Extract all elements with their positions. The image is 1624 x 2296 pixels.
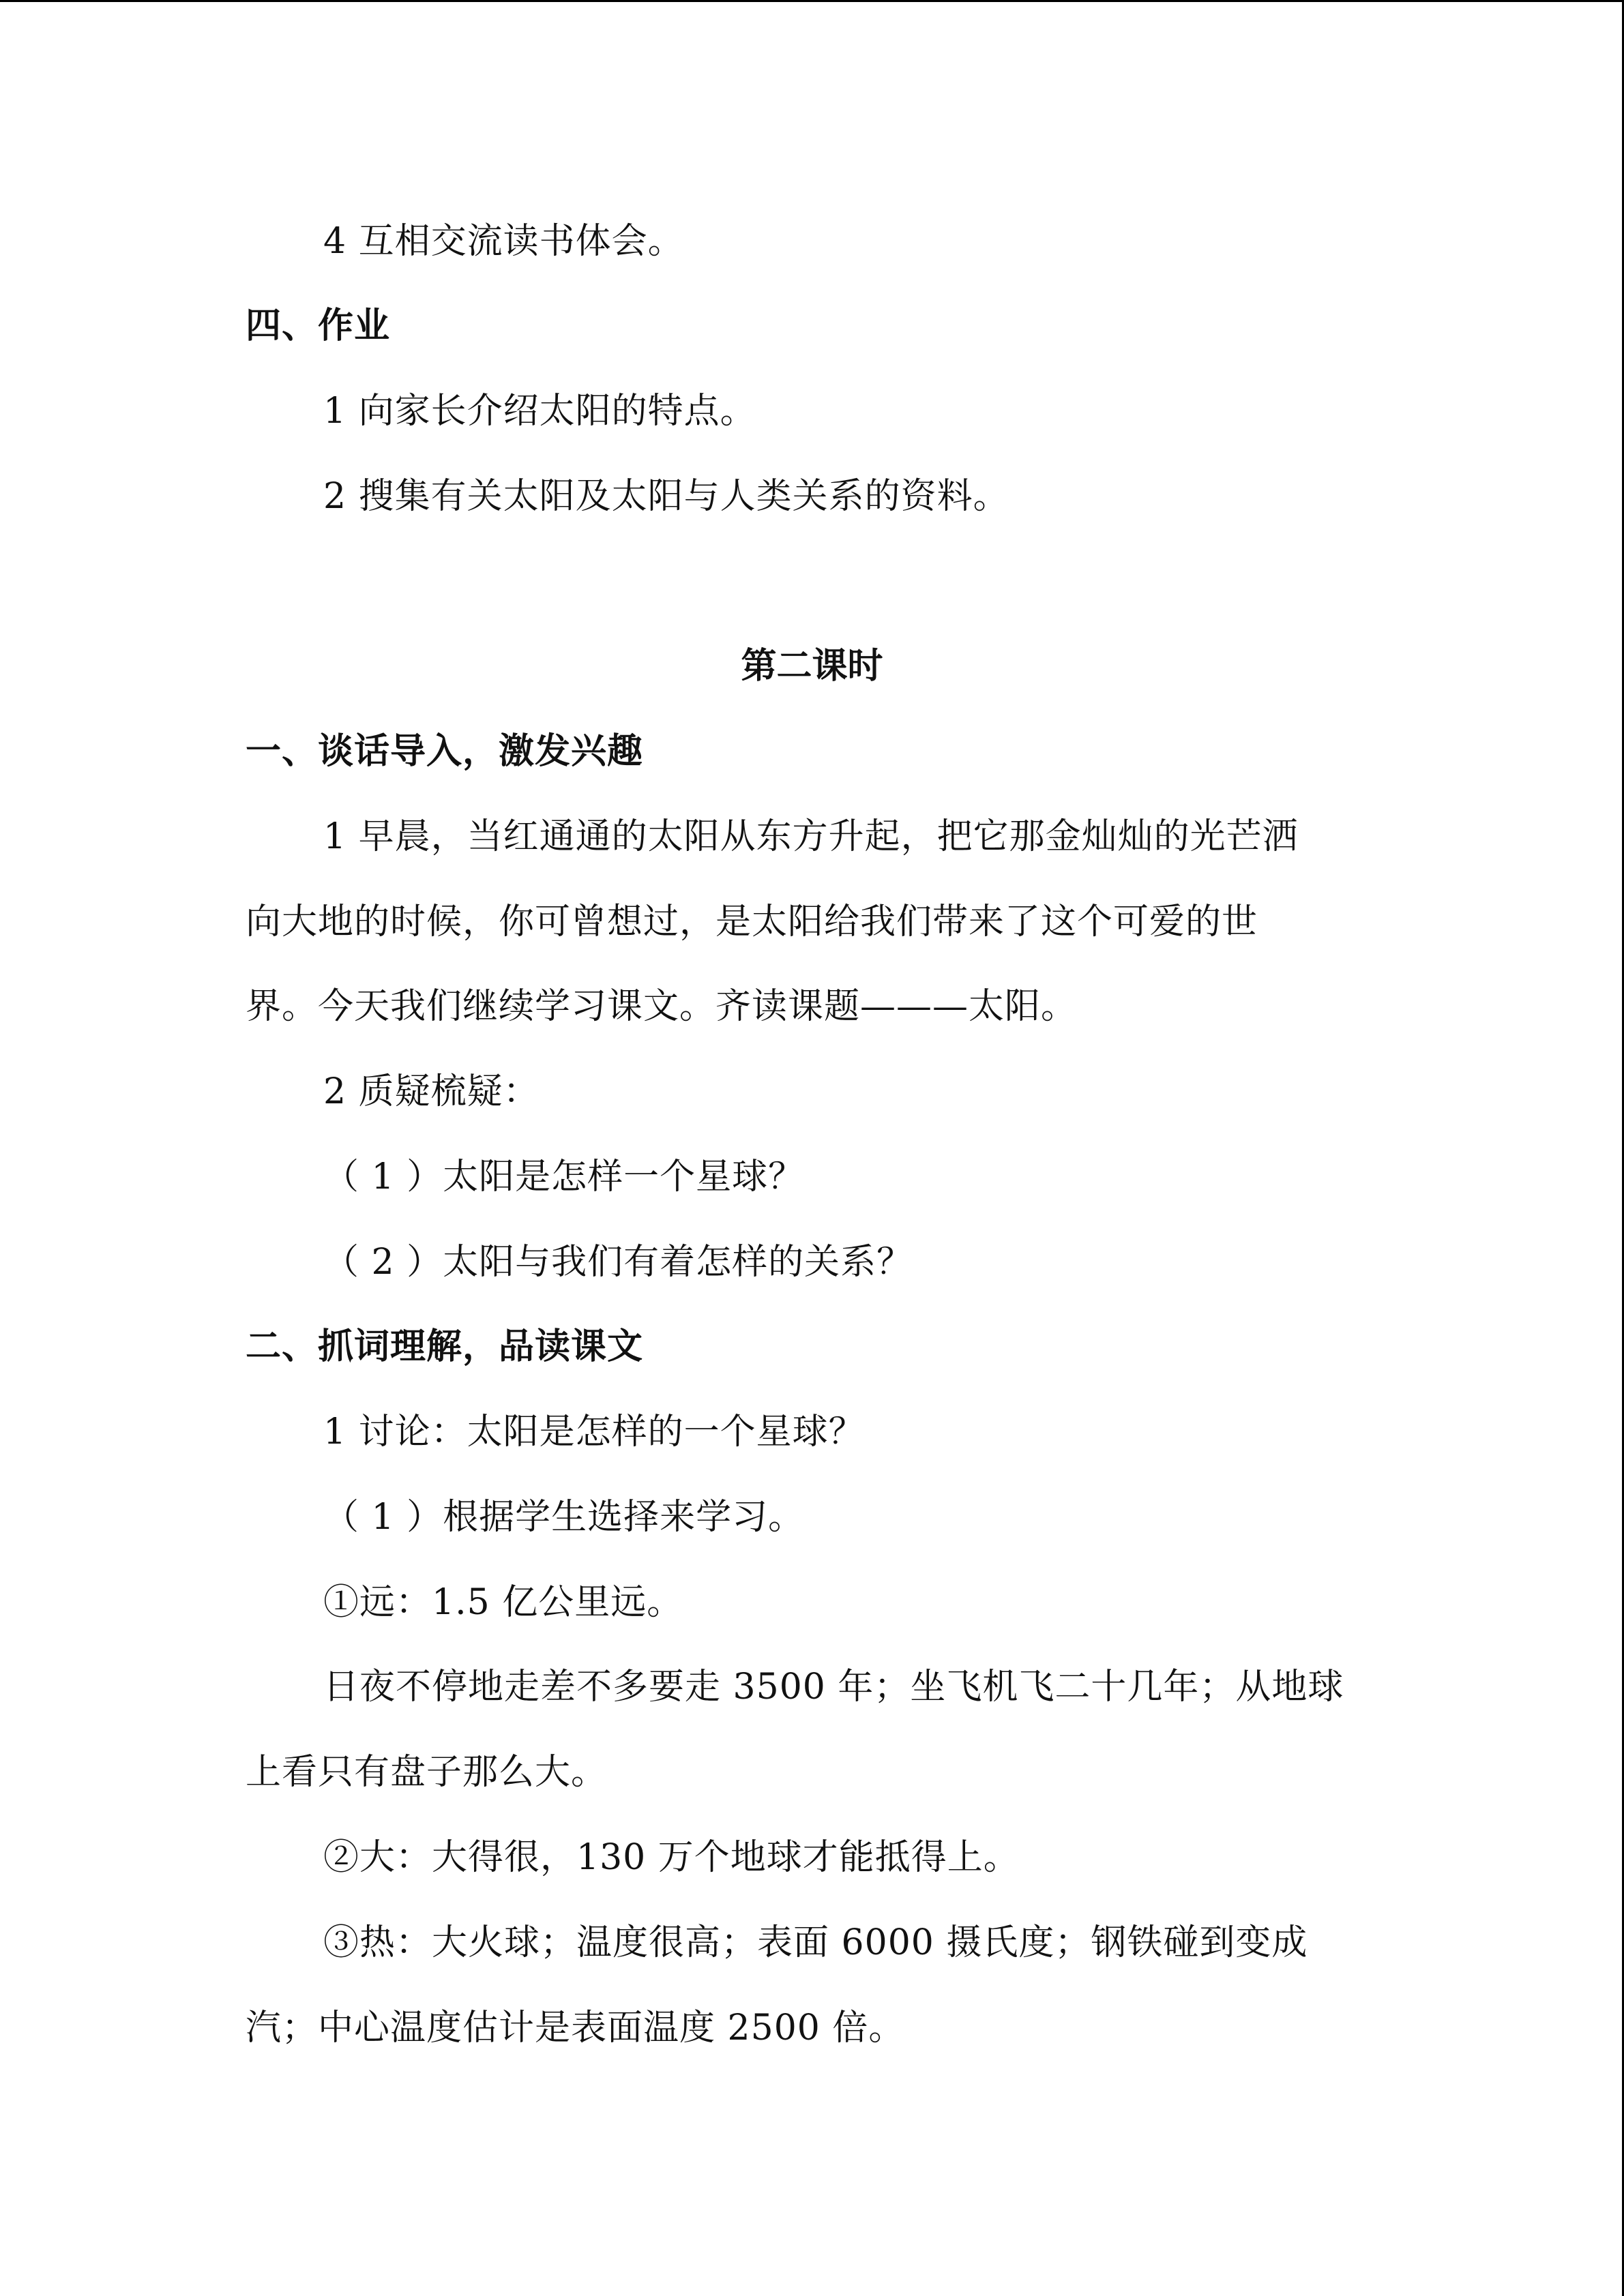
paragraph-line: （ 2 ）太阳与我们有着怎样的关系？ bbox=[323, 1242, 913, 1283]
paragraph-line: ①远：1.5 亿公里远。 bbox=[323, 1582, 683, 1623]
paragraph-line: 日夜不停地走差不多要走 3500 年；坐飞机飞二十几年；从地球 bbox=[323, 1667, 1344, 1708]
paragraph-line: 4 互相交流读书体会。 bbox=[323, 221, 684, 262]
paragraph-line: （ 1 ）根据学生选择来学习。 bbox=[323, 1497, 805, 1538]
section-heading: 四、作业 bbox=[246, 305, 391, 346]
lesson-title: 第二课时 bbox=[741, 646, 883, 687]
section-heading: 二、抓词理解，品读课文 bbox=[246, 1326, 644, 1367]
paragraph-line: （ 1 ）太阳是怎样一个星球？ bbox=[323, 1157, 805, 1197]
paragraph-line: 1 向家长介绍太阳的特点。 bbox=[323, 391, 756, 432]
paragraph-line: 1 讨论：太阳是怎样的一个星球？ bbox=[323, 1412, 865, 1452]
paragraph-line: 界。今天我们继续学习课文。齐读课题———太阳。 bbox=[246, 986, 1078, 1027]
paragraph-line: 2 质疑梳疑： bbox=[323, 1071, 540, 1112]
paragraph-line: ②大：大得很，130 万个地球才能抵得上。 bbox=[323, 1837, 1020, 1878]
page-border-top bbox=[0, 0, 1624, 2]
paragraph-line: ③热：大火球；温度很高；表面 6000 摄氏度；钢铁碰到变成 bbox=[323, 1922, 1308, 1963]
paragraph-line: 汽；中心温度估计是表面温度 2500 倍。 bbox=[246, 2008, 905, 2048]
paragraph-line: 2 搜集有关太阳及太阳与人类关系的资料。 bbox=[323, 476, 1009, 517]
section-heading: 一、谈话导入，激发兴趣 bbox=[246, 731, 644, 772]
paragraph-line: 1 早晨，当红通通的太阳从东方升起，把它那金灿灿的光芒洒 bbox=[323, 816, 1299, 857]
paragraph-line: 向大地的时候，你可曾想过，是太阳给我们带来了这个可爱的世 bbox=[246, 901, 1258, 942]
paragraph-line: 上看只有盘子那么大。 bbox=[246, 1752, 608, 1793]
